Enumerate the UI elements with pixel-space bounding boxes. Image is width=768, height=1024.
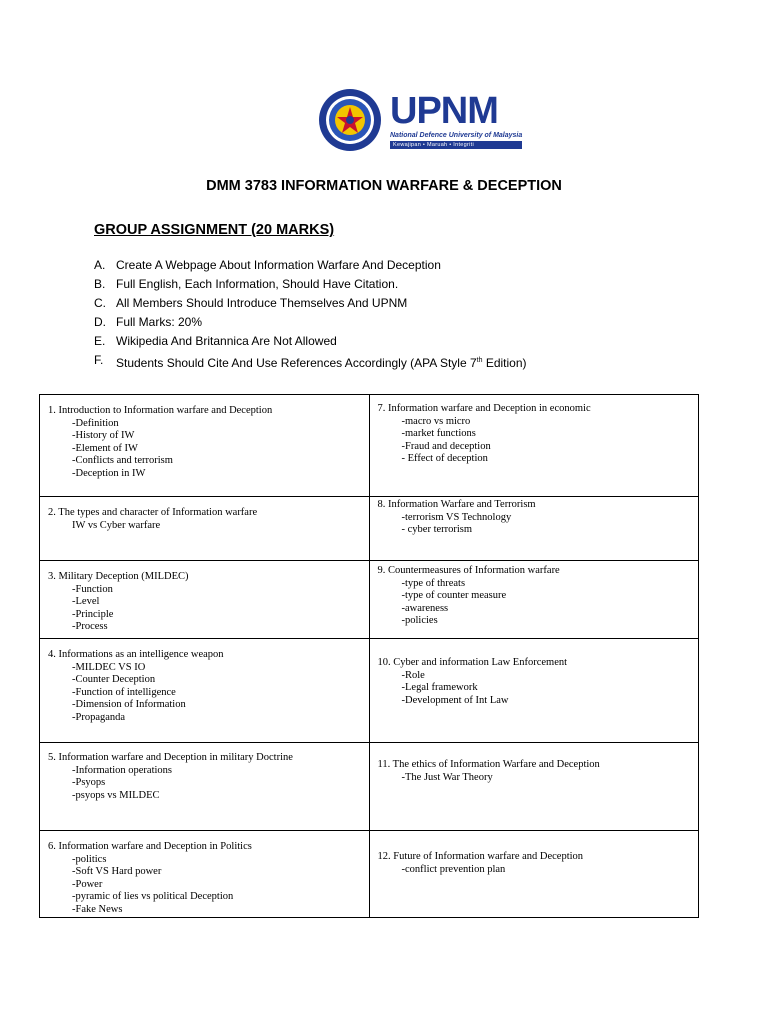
topic-subitem: -policies (401, 615, 438, 627)
topic-cell (40, 831, 370, 918)
topic-cell (369, 497, 699, 561)
topic-subitem: -Legal framework (401, 682, 478, 694)
topic-subitem: -Role (401, 669, 425, 681)
requirement-letter: E. (94, 334, 106, 348)
topic-subitem: -Element of IW (72, 442, 138, 454)
topic-subitem: -Soft VS Hard power (72, 866, 162, 878)
topic-subitem: -Level (72, 596, 100, 608)
topic-subitem: -Function of intelligence (72, 686, 176, 698)
topic-title: 1. Introduction to Information warfare and Deception (48, 405, 273, 416)
course-title: DMM 3783 INFORMATION WARFARE & DECEPTION (206, 178, 562, 194)
topic-cell (369, 743, 699, 831)
topic-subitem: -Propaganda (72, 711, 126, 723)
brand-name: UPNM (390, 89, 498, 132)
requirement-letter: F. (94, 353, 104, 367)
topic-subitem: -Principle (72, 608, 114, 620)
topic-subitem: -Information operations (72, 764, 173, 776)
brand-subtitle: National Defence University of Malaysia (390, 131, 523, 139)
topic-subitem: -type of threats (401, 577, 466, 589)
topic-cell (40, 561, 370, 639)
topic-cell (369, 639, 699, 743)
topic-subitem: -type of counter measure (401, 590, 507, 602)
topic-subitem: -conflict prevention plan (401, 863, 506, 875)
requirement-letter: D. (94, 315, 106, 329)
topics-row (40, 561, 699, 639)
requirement-letter: C. (94, 296, 106, 310)
topic-cell (40, 743, 370, 831)
requirement-item (94, 351, 527, 370)
topic-title: 5. Information warfare and Deception in military Doctrine (48, 752, 293, 763)
requirement-text: Full English, Each Information, Should Have Citation. (116, 277, 399, 291)
topics-row (40, 639, 699, 743)
topic-subitem: -Process (72, 621, 108, 633)
requirement-item (94, 294, 527, 313)
brand-block (390, 89, 523, 149)
topic-title: 12. Future of Information warfare and Deception (377, 851, 584, 862)
requirement-letter: B. (94, 277, 106, 291)
topic-cell (369, 395, 699, 497)
topic-title: 7. Information warfare and Deception in economic (377, 403, 591, 414)
topics-row (40, 395, 699, 497)
topic-subitem: -History of IW (72, 430, 135, 442)
topic-title: 2. The types and character of Information warfare (48, 507, 258, 518)
requirement-text: Students Should Cite And Use References Accordingly (APA Style 7th Edition) (116, 356, 527, 370)
requirement-item (94, 332, 527, 351)
topic-subitem: -Development of Int Law (401, 694, 509, 706)
topics-row (40, 497, 699, 561)
topic-subitem: - cyber terrorism (401, 524, 473, 536)
topic-subitem: -macro vs micro (401, 415, 471, 427)
requirement-text: Full Marks: 20% (116, 315, 203, 329)
topic-subitem: -Psyops (72, 777, 106, 789)
topic-subitem: -MILDEC VS IO (72, 661, 146, 673)
requirement-item (94, 313, 527, 332)
topic-subitem: -Conflicts and terrorism (72, 455, 173, 467)
topic-subitem: -terrorism VS Technology (401, 511, 512, 523)
topic-subitem: -Power (72, 878, 103, 890)
upnm-logo (318, 88, 522, 152)
topic-title: 6. Information warfare and Deception in Politics (48, 841, 252, 852)
topic-title: 9. Countermeasures of Information warfare (377, 565, 560, 576)
topic-subitem: -awareness (401, 602, 449, 614)
topic-title: 10. Cyber and information Law Enforcement (377, 657, 568, 668)
topic-subitem: -Definition (72, 417, 119, 429)
topic-subitem: - Effect of deception (401, 453, 488, 465)
topic-subitem: -Function (72, 583, 113, 595)
topic-cell (369, 561, 699, 639)
topic-subitem: -The Just War Theory (401, 771, 493, 783)
topic-subitem: -Counter Deception (72, 674, 156, 686)
requirement-item (94, 275, 527, 294)
requirement-superscript: th (476, 357, 483, 364)
requirement-text: Wikipedia And Britannica Are Not Allowed (116, 334, 337, 348)
topic-cell (40, 395, 370, 497)
requirement-text: All Members Should Introduce Themselves And UPNM (116, 296, 408, 310)
university-seal-icon (318, 88, 382, 152)
topic-subitem: -Dimension of Information (72, 699, 186, 711)
requirement-letter: A. (94, 258, 106, 272)
topic-title: 11. The ethics of Information Warfare and Deception (377, 759, 600, 770)
topic-cell (369, 831, 699, 918)
topic-subitem: -market functions (401, 428, 476, 440)
requirement-item (94, 256, 527, 275)
topic-title: 3. Military Deception (MILDEC) (48, 571, 189, 582)
requirement-text: Create A Webpage About Information Warfare And Deception (116, 258, 441, 272)
topic-subitem: -Fake News (72, 903, 123, 915)
topic-title: 8. Information Warfare and Terrorism (377, 499, 536, 510)
topic-subitem: -psyops vs MILDEC (72, 789, 160, 801)
topic-title: 4. Informations as an intelligence weapon (48, 649, 224, 660)
brand-motto: Kewajipan • Maruah • Integriti (390, 141, 522, 149)
topic-subitem: -Deception in IW (72, 467, 146, 479)
topic-subitem: IW vs Cyber warfare (72, 519, 161, 531)
topics-row (40, 743, 699, 831)
topic-cell (40, 497, 370, 561)
topic-cell (40, 639, 370, 743)
topic-subitem: -politics (72, 853, 107, 865)
topics-row (40, 831, 699, 918)
topics-table (39, 394, 699, 918)
topic-subitem: -Fraud and deception (401, 440, 491, 452)
topic-subitem: -pyramic of lies vs political Deception (72, 891, 234, 903)
assignment-title: GROUP ASSIGNMENT (20 MARKS) (94, 222, 335, 238)
requirements-list (94, 256, 527, 370)
